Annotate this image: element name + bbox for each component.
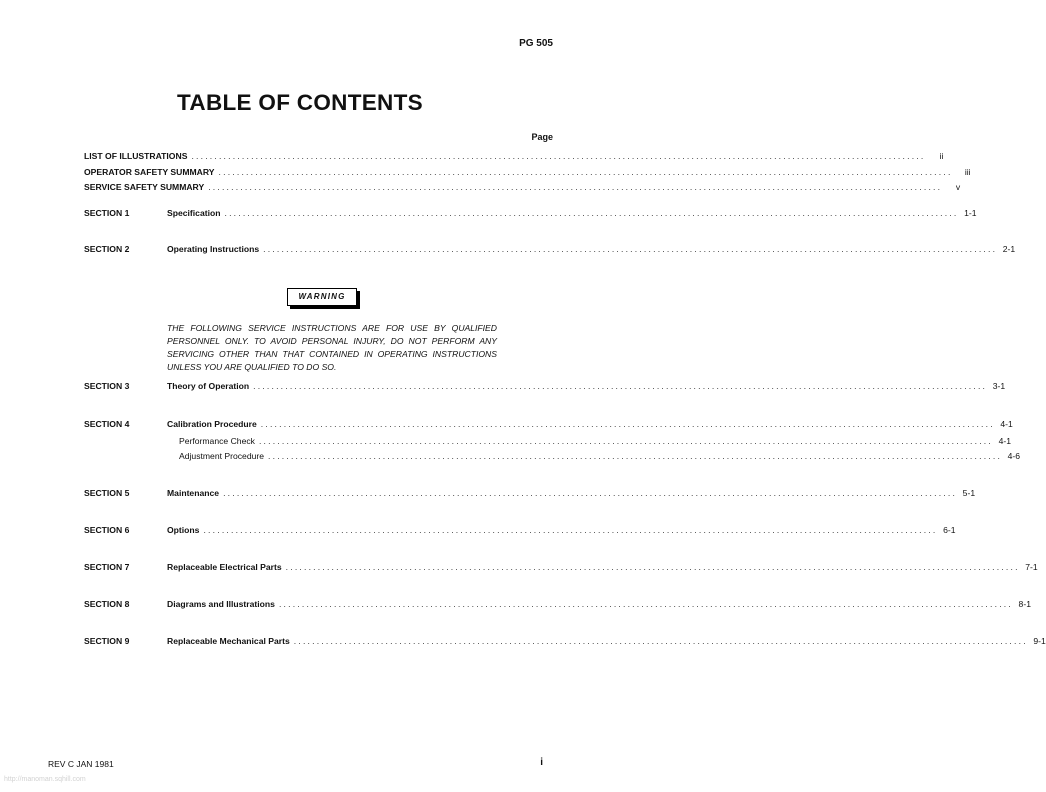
section-page: 8-1 xyxy=(1018,599,1031,609)
toc-section-3[interactable] xyxy=(84,381,1006,393)
source-watermark-url: http://manoman.sqhill.com xyxy=(4,776,86,783)
dot-leader: ................................................................................................................................................................ xyxy=(203,525,938,535)
section-page: 6-1 xyxy=(943,525,956,535)
revision-date: REV C JAN 1981 xyxy=(48,759,114,769)
toc-section-4[interactable] xyxy=(84,419,1013,431)
warning-text: THE FOLLOWING SERVICE INSTRUCTIONS ARE FOR USE BY QUALIFIED PERSONNEL ONLY. TO AVOID PERSONAL INJURY, DO NOT PERFORM ANY SERVICING OTHER THAN THAT CONTAINED IN OPERATING INSTRUCTIONS UNLESS YOU ARE QUALIFIED TO DO SO. xyxy=(167,323,497,372)
section-title: Diagrams and Illustrations xyxy=(167,599,275,609)
toc-section-5[interactable] xyxy=(84,488,976,500)
toc-entry-list-of-illustrations[interactable] xyxy=(84,151,944,163)
section-title: Replaceable Electrical Parts xyxy=(167,562,282,572)
section-number: SECTION 1 xyxy=(84,208,130,218)
dot-leader: ................................................................................................................................................................ xyxy=(278,599,1013,609)
document-model-number: PG 505 xyxy=(519,38,553,49)
section-number: SECTION 9 xyxy=(84,636,130,646)
section-number: SECTION 3 xyxy=(84,381,130,391)
dot-leader: ................................................................................................................................................................ xyxy=(253,381,988,391)
toc-section-9[interactable] xyxy=(84,636,1046,648)
section-number: SECTION 4 xyxy=(84,419,130,429)
section-page: 5-1 xyxy=(962,488,976,498)
section-number: SECTION 8 xyxy=(84,599,130,609)
toc-entry-page: v xyxy=(955,182,961,192)
toc-entry-operator-safety-summary[interactable] xyxy=(84,167,971,179)
toc-section-7[interactable] xyxy=(84,562,1038,574)
subsection-page: 4-6 xyxy=(1007,451,1021,461)
subsection-title: Adjustment Procedure xyxy=(179,451,265,461)
dot-leader: ................................................................................................................................................................ xyxy=(223,488,958,498)
dot-leader: ................................................................................................................................................................ xyxy=(268,451,1003,461)
toc-subsection-performance-check[interactable] xyxy=(84,436,1011,448)
dot-leader: ................................................................................................................................................................ xyxy=(224,208,959,218)
toc-entry-page: iii xyxy=(964,167,971,177)
page-column-header: Page xyxy=(531,132,553,142)
section-page: 1-1 xyxy=(964,208,977,218)
warning-label: WARNING xyxy=(287,288,357,306)
toc-subsection-adjustment-procedure[interactable] xyxy=(84,451,1021,463)
dot-leader: ................................................................................................................................................................ xyxy=(258,436,993,446)
section-title: Calibration Procedure xyxy=(167,419,257,429)
section-number: SECTION 7 xyxy=(84,562,130,572)
section-title: Replaceable Mechanical Parts xyxy=(167,636,290,646)
page-title: TABLE OF CONTENTS xyxy=(177,90,423,115)
dot-leader: ................................................................................................................................................................ xyxy=(285,562,1020,572)
section-page: 4-1 xyxy=(1000,419,1013,429)
toc-entry-label: SERVICE SAFETY SUMMARY xyxy=(84,182,205,192)
section-number: SECTION 2 xyxy=(84,244,130,254)
toc-entry-page: ii xyxy=(939,151,944,161)
dot-leader: ................................................................................................................................................................ xyxy=(293,636,1028,646)
toc-entry-service-safety-summary[interactable] xyxy=(84,182,961,194)
dot-leader: ................................................................................................................................................................ xyxy=(263,244,998,254)
section-title: Options xyxy=(167,525,200,535)
section-page: 9-1 xyxy=(1033,636,1046,646)
toc-section-2[interactable] xyxy=(84,244,1016,256)
dot-leader: ................................................................................................................................................................ xyxy=(218,167,953,177)
dot-leader: ................................................................................................................................................................ xyxy=(260,419,995,429)
toc-entry-label: LIST OF ILLUSTRATIONS xyxy=(84,151,188,161)
page-number: i xyxy=(540,757,543,768)
subsection-page: 4-1 xyxy=(998,436,1011,446)
toc-section-6[interactable] xyxy=(84,525,956,537)
section-page: 3-1 xyxy=(992,381,1006,391)
section-page: 7-1 xyxy=(1025,562,1038,572)
toc-entry-label: OPERATOR SAFETY SUMMARY xyxy=(84,167,215,177)
section-title: Maintenance xyxy=(167,488,220,498)
toc-section-8[interactable] xyxy=(84,599,1031,611)
subsection-title: Performance Check xyxy=(179,436,255,446)
toc-section-1[interactable] xyxy=(84,208,977,220)
section-number: SECTION 6 xyxy=(84,525,130,535)
dot-leader: ................................................................................................................................................................ xyxy=(208,182,943,192)
section-page: 2-1 xyxy=(1002,244,1016,254)
section-number: SECTION 5 xyxy=(84,488,130,498)
section-title: Operating Instructions xyxy=(167,244,260,254)
dot-leader: ................................................................................................................................................................ xyxy=(191,151,926,161)
section-title: Specification xyxy=(167,208,221,218)
section-title: Theory of Operation xyxy=(167,381,250,391)
